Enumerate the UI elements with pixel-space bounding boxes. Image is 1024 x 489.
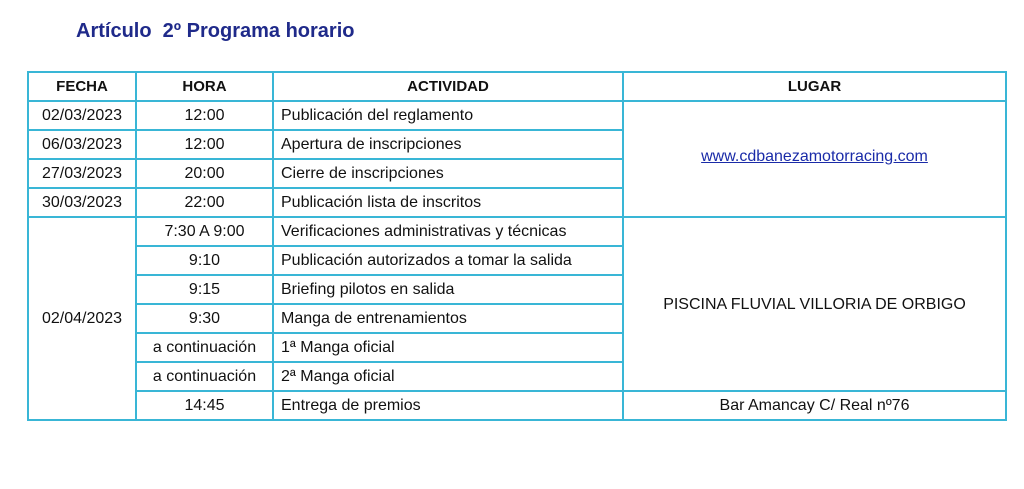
hora-cell: 12:00 xyxy=(136,130,273,159)
actividad-cell: Apertura de inscripciones xyxy=(273,130,623,159)
hora-cell: 12:00 xyxy=(136,101,273,130)
hora-cell: 7:30 A 9:00 xyxy=(136,217,273,246)
actividad-cell: Publicación del reglamento xyxy=(273,101,623,130)
schedule-table xyxy=(27,71,1007,421)
actividad-cell: Briefing pilotos en salida xyxy=(273,275,623,304)
lugar-cell-web xyxy=(623,101,1006,217)
actividad-cell: 2ª Manga oficial xyxy=(273,362,623,391)
actividad-cell: Manga de entrenamientos xyxy=(273,304,623,333)
header-fecha: FECHA xyxy=(28,72,136,101)
actividad-cell: Publicación lista de inscritos xyxy=(273,188,623,217)
table-row xyxy=(28,217,1006,246)
hora-cell: a continuación xyxy=(136,362,273,391)
fecha-cell: 02/03/2023 xyxy=(28,101,136,130)
hora-cell: 9:15 xyxy=(136,275,273,304)
page-title: Artículo 2º Programa horario xyxy=(76,20,355,42)
actividad-cell: Entrega de premios xyxy=(273,391,623,420)
table-header-row xyxy=(28,72,1006,101)
actividad-cell: Cierre de inscripciones xyxy=(273,159,623,188)
fecha-cell: 30/03/2023 xyxy=(28,188,136,217)
hora-cell: 22:00 xyxy=(136,188,273,217)
lugar-cell-bar: Bar Amancay C/ Real nº76 xyxy=(623,391,1006,420)
actividad-cell: Publicación autorizados a tomar la salida xyxy=(273,246,623,275)
header-actividad: ACTIVIDAD xyxy=(273,72,623,101)
hora-cell: 9:30 xyxy=(136,304,273,333)
header-hora: HORA xyxy=(136,72,273,101)
table-row xyxy=(28,391,1006,420)
hora-cell: 20:00 xyxy=(136,159,273,188)
hora-cell: a continuación xyxy=(136,333,273,362)
fecha-cell: 27/03/2023 xyxy=(28,159,136,188)
fecha-cell: 06/03/2023 xyxy=(28,130,136,159)
fecha-cell: 02/04/2023 xyxy=(28,217,136,420)
table-row xyxy=(28,101,1006,130)
actividad-cell: 1ª Manga oficial xyxy=(273,333,623,362)
hora-cell: 9:10 xyxy=(136,246,273,275)
lugar-cell-piscina: PISCINA FLUVIAL VILLORIA DE ORBIGO xyxy=(623,217,1006,391)
website-link[interactable]: www.cdbanezamotorracing.com xyxy=(701,147,928,165)
actividad-cell: Verificaciones administrativas y técnicas xyxy=(273,217,623,246)
header-lugar: LUGAR xyxy=(623,72,1006,101)
hora-cell: 14:45 xyxy=(136,391,273,420)
